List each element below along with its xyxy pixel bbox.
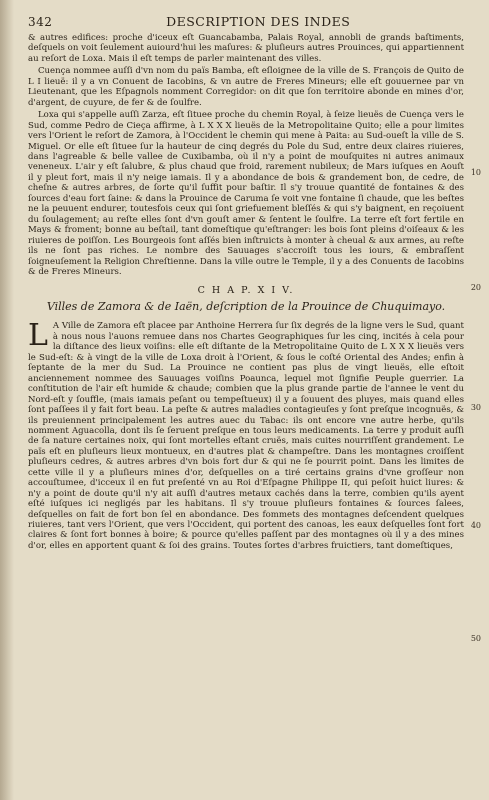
chapter-heading: C H A P. X I V.: [197, 285, 295, 297]
paragraph: & autres edifices: proche d'iceux eſt Guancabamba, Palais Royal, annobli de grands baſtiments, deſquels on voit ſeulement auiourd'hui les maſures: & pluſieurs autres Prouinces, qui appartiennent au reſort de Loxa. Mais il eſt temps de parler maintenant des villes.: [28, 33, 464, 64]
paragraph: Cuença nommee auſſi d'vn nom du païs Bamba, eſt eſloignee de la ville de S. François de Quito de L I lieuë: il y a vn Conuent de Iacobins, & vn autre de Freres Mineurs; elle eſt gouuernee par vn Lieutenant, que les Eſpagnols nomment Corregidor: on dit que ſon territoire abonde en mines d'or, d'argent, de cuyure, de fer & de ſoulfre.: [28, 66, 464, 108]
margin-line-number: 40: [470, 521, 481, 530]
paragraph: Loxa qui s'appelle auſſi Zarza, eſt ſituee proche du chemin Royal, à ſeize lieuës de Cuença vers le Sud, comme Pedro de Cieça affirme, à L X X X lieuës de la Metropolitaine Quito; elle a pour limites vers l'Orient le reſort de Zamora, à l'Occident le chemin qui mene à Paita: au Sud-oueſt la ville de S. Miguel. Or elle eſt ſituee ſur la hauteur de cinq degrés du Pole du Sud, entre deux claires riuieres, dans l'agreable & belle vallee de Cuxibamba, où il n'y a point de mouſquites ni autres animaux veneneux. L'air y eſt ſalubre, & plus chaud que froid, rarement nubileux; de Mars iuſques en Aouſt il y pleut fort, mais il n'y neige iamais. Il y a abondance de bois & grandement bon, de cedre, de cheſne & autres arbres, de ſorte qu'il ſuffit pour baſtir. Il s'y trouue quantité de fontaines & des ſources d'eau fort ſaine: & dans la Prouince de Caruma ſe voit vne fontaine ſi chaude, que les beſtes ne la peuuent endurer, toutesfois ceux qui ſont griefuement bleſſés & qui s'y baignent, en reçoiuent du ſoulagement; au reſte elles ſont d'vn gouſt amer & ſentent le ſoulfre. La terre eſt fort fertile en Mays & froment; bonne au beſtail, tant domeſtique qu'eſtranger: les bois ſont pleins d'oiſeaux & les riuieres de poiſſon. Les Bourgeois ſont aſſés bien inſtruicts à monter à cheual & aux armes, au reſte ils ne ſont pas riches. Le nombre des Sauuages s'accroiſt tous les iours, & embraſſent ſoigneuſement la Religion Chreſtienne. Dans la ville outre le Temple, il y a des Conuents de Iacobins & de Freres Mineurs.: [28, 110, 464, 277]
page-number: 342: [28, 15, 53, 29]
margin-line-number: 30: [470, 403, 481, 412]
paragraph-text: A Ville de Zamora eſt placee par Anthoine Herrera ſur ſix degrés de la ligne vers le Sud, quant à nous nous l'auons remuee dans nos Chartes Geographiques ſur les cinq, incités à cela pour la diſtance des lieux voiſins: elle eſt diſtante de la Metropolitaine Quito de L X X X lieuës vers le Sud-eſt: & à vingt de la ville de Loxa droit à l'Orient, & ſous le coſté Oriental des Andes; enfin à ſeptante de la mer du Sud. La Prouince ne contient pas plus de vingt lieuës, elle eſtoit anciennement nommee des Sauuages voiſins Poaunca, lequel mot ſignifie Peuple guerrier. La conſtitution de l'air eſt humide & chaude; combien que la plus grande partie de l'annee le vent du Nord-eſt y ſouffle, (mais iamais peſant ou tempeſtueux) il y a ſouuent des pluyes, mais quand elles ſont paſſees il y fait fort beau. La peſte & autres maladies contagieuſes y ſont preſque incognuës, & ils preuiennent principalement les autres auec du Tabac: ils ont encore vne autre herbe, qu'ils nomment Aguacolla, dont ils ſe ſeruent preſque en tous leurs medicaments. La terre y produit auſſi de ſa nature certaines noix, qui ſont mortelles eſtant cruës, mais cuites nourriſſent grandement. Le païs eſt en pluſieurs lieux montueux, en d'autres plat & champeſtre. Dans les montagnes croiſſent pluſieurs cedres, & autres arbres d'vn bois fort dur & qui ne ſe pourrit point. Dans les limites de cette ville il y a pluſieurs mines d'or, deſquelles on a tiré certains grains d'vne groſſeur non accouſtumee, d'icceux il en fut preſenté vn au Roi d'Eſpagne Philippe II, qui peſoit huict liures: & n'y a point de doute qu'il n'y ait auſſi d'autres metaux cachés dans la terre, combien qu'ils ayent eſté iuſques ici negligés par les habitans. Il s'y trouue pluſieurs fontaines & ſources ſalees, deſquelles on fait de fort bon ſel en abondance. Des fommets des montagnes deſcendent quelques riuieres, tant vers l'Orient, que vers l'Occident, qui portent des canoas, les eaux deſquelles ſont fort claires & ſont fort bonnes à boire; & pource qu'elles paſſent par des montagnes où il y a des mines d'or, elles en apportent quant & ſoi des grains. Toutes ſortes d'arbres fruictiers, tant domeſtiques,: [28, 321, 464, 551]
margin-line-number: 50: [470, 634, 481, 643]
running-header: [28, 14, 464, 29]
page-text: [28, 14, 464, 553]
margin-line-number: 10: [470, 168, 481, 177]
paragraph: [28, 318, 464, 551]
chapter-subtitle: Villes de Zamora & de Iaën, deſcription de la Prouince de Chuquimayo.: [46, 300, 446, 314]
drop-cap: L: [28, 318, 48, 354]
running-title: DESCRIPTION DES INDES: [166, 14, 351, 29]
margin-line-number: 20: [470, 283, 481, 292]
